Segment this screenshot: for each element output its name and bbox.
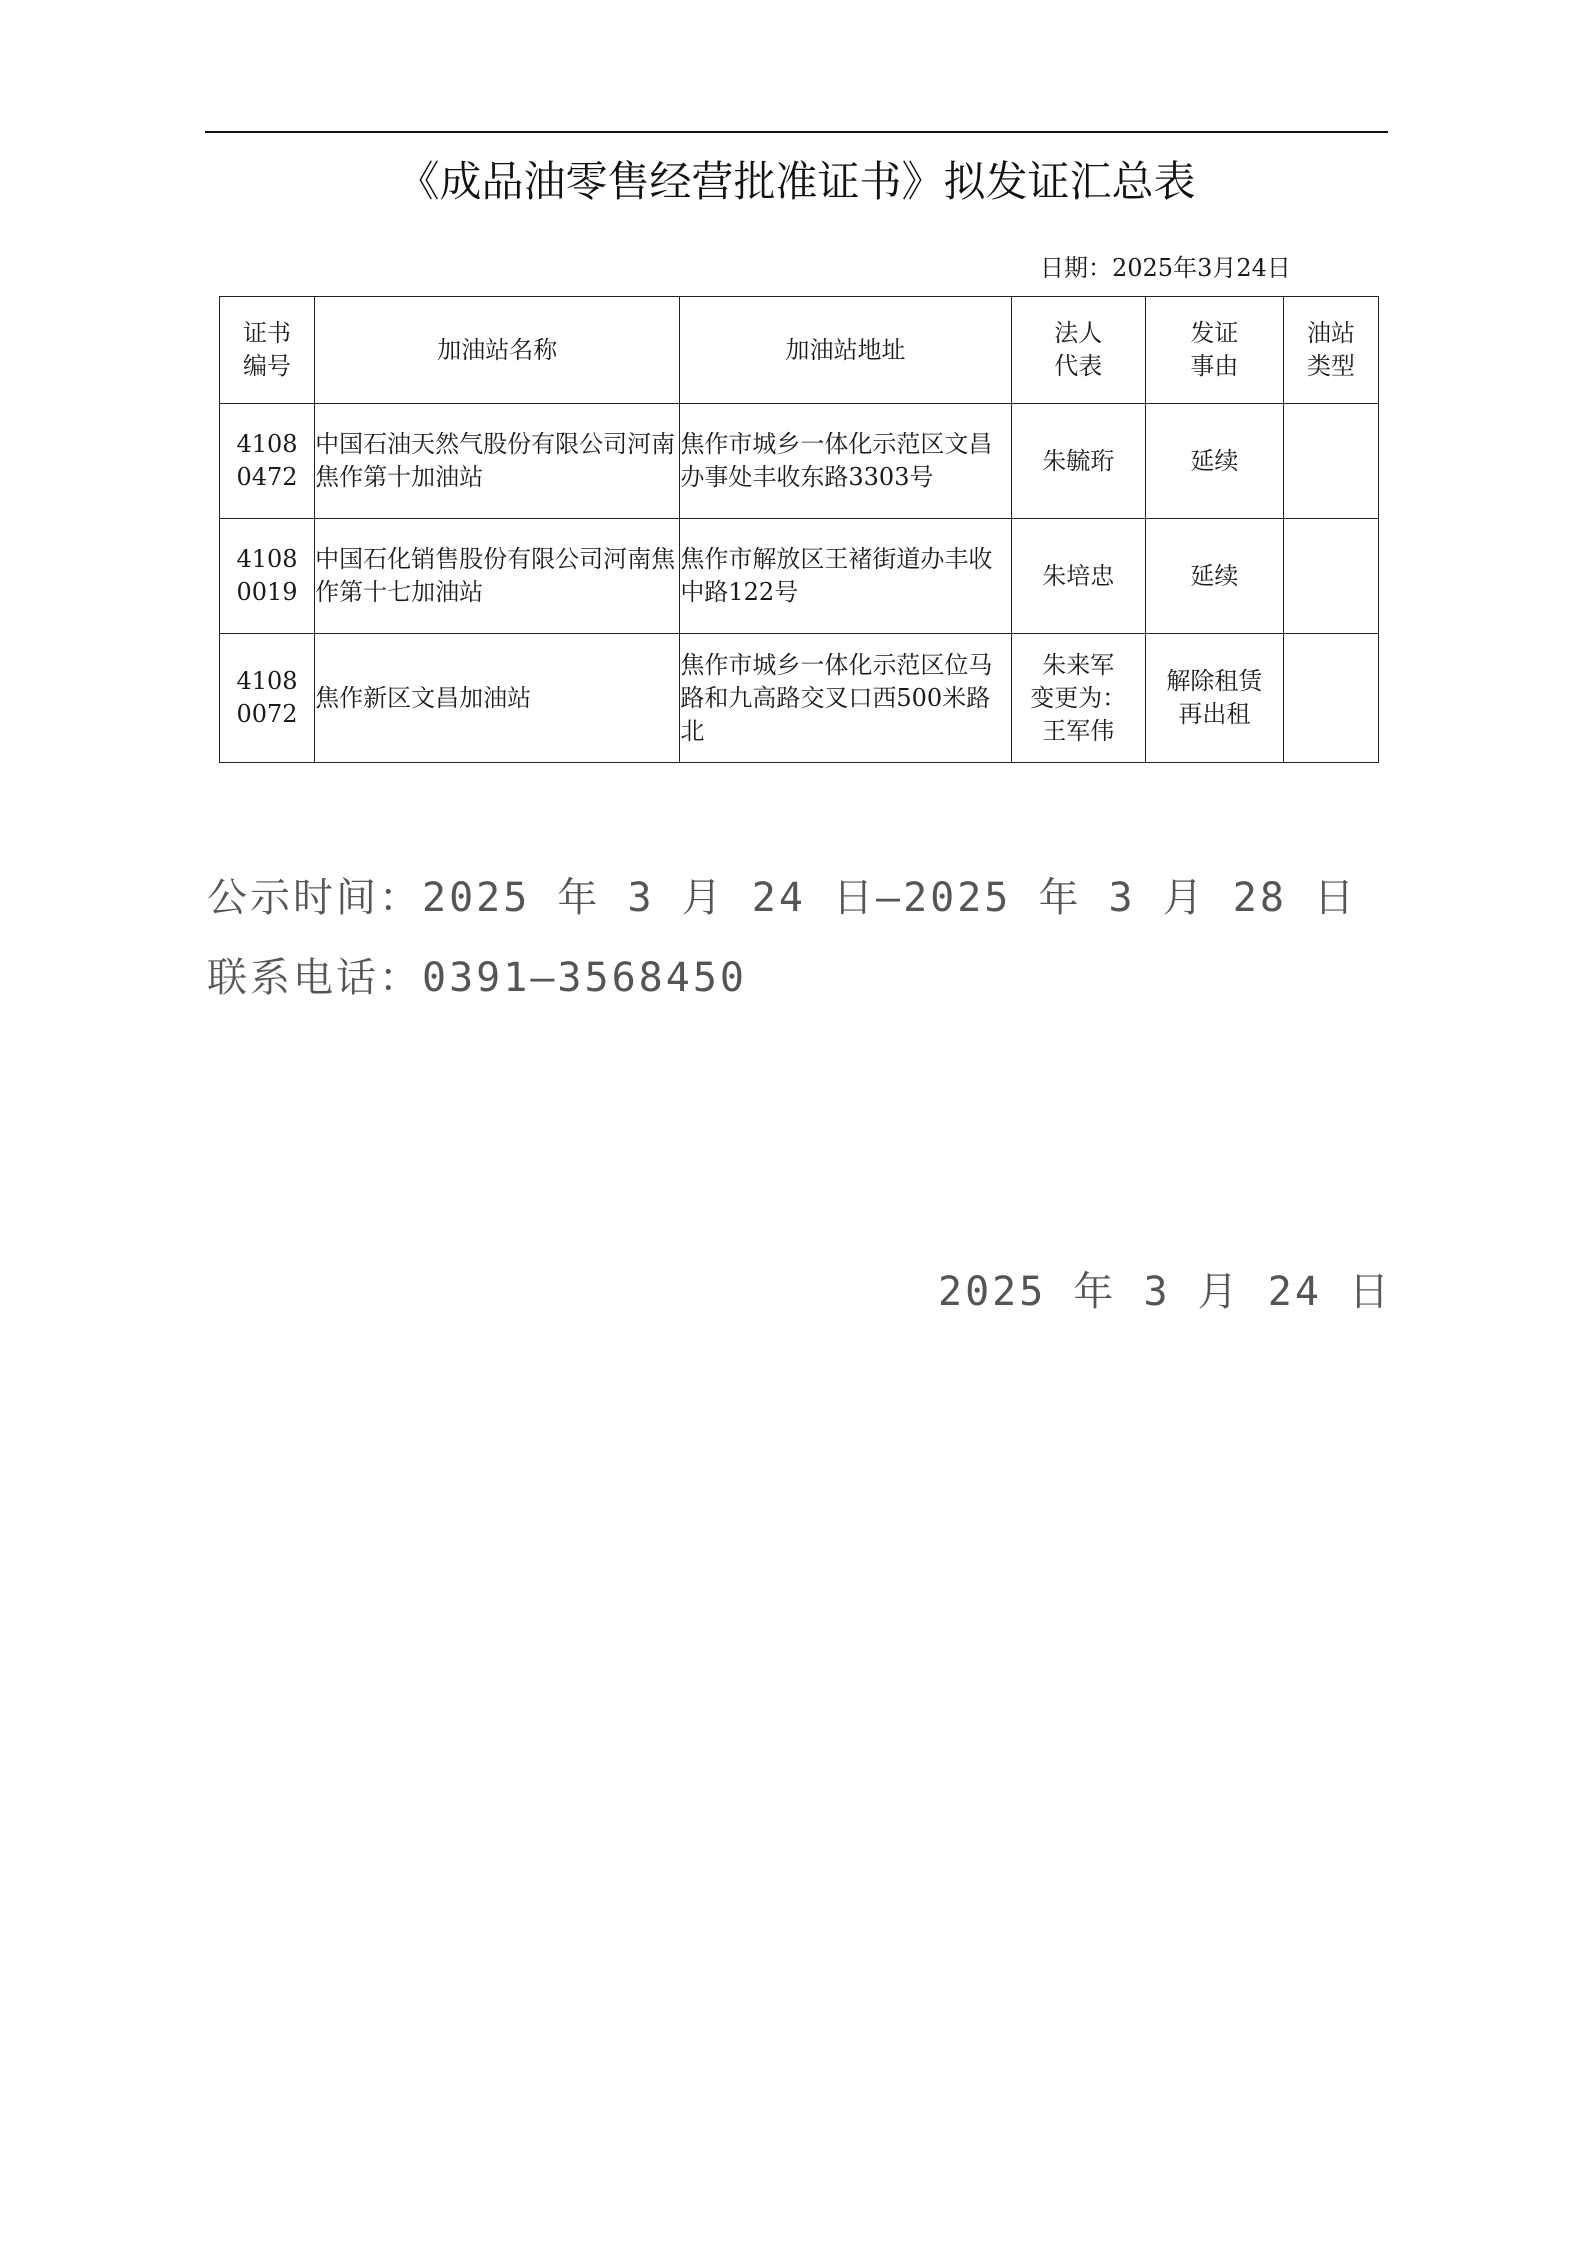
- header-station-address: 加油站地址: [680, 297, 1011, 404]
- header-legal-representative: 法人 代表: [1011, 297, 1145, 404]
- permit-table: [219, 296, 1379, 763]
- document-title: 《成品油零售经营批准证书》拟发证汇总表: [397, 157, 1196, 206]
- legal-representative-cell: 朱培忠: [1011, 519, 1145, 634]
- header-issue-reason: 发证 事由: [1145, 297, 1283, 404]
- header-cert-number: 证书 编号: [220, 297, 315, 404]
- station-name-cell: 中国石化销售股份有限公司河南焦作第十七加油站: [315, 519, 680, 634]
- contact-phone: 联系电话：0391—3568450: [207, 955, 747, 1001]
- station-address-cell: 焦作市城乡一体化示范区位马路和九高路交叉口西500米路北: [680, 634, 1011, 763]
- table-row: [220, 404, 1379, 519]
- cert-number-cell: 4108 0072: [220, 634, 315, 763]
- station-address-cell: 焦作市城乡一体化示范区文昌办事处丰收东路3303号: [680, 404, 1011, 519]
- issue-reason-cell: 解除租赁 再出租: [1145, 634, 1283, 763]
- table-row: [220, 634, 1379, 763]
- station-name-cell: 中国石油天然气股份有限公司河南焦作第十加油站: [315, 404, 680, 519]
- top-rule: [205, 131, 1388, 133]
- table-header-row: [220, 297, 1379, 404]
- station-address-cell: 焦作市解放区王褚街道办丰收中路122号: [680, 519, 1011, 634]
- issue-reason-cell: 延续: [1145, 519, 1283, 634]
- cert-number-cell: 4108 0472: [220, 404, 315, 519]
- cert-number-cell: 4108 0019: [220, 519, 315, 634]
- legal-representative-cell: 朱来军 变更为： 王军伟: [1011, 634, 1145, 763]
- header-station-type: 油站 类型: [1283, 297, 1378, 404]
- issue-reason-cell: 延续: [1145, 404, 1283, 519]
- station-type-cell: [1283, 519, 1378, 634]
- station-type-cell: [1283, 404, 1378, 519]
- publicity-period: 公示时间：2025 年 3 月 24 日—2025 年 3 月 28 日: [207, 875, 1358, 921]
- station-name-cell: 焦作新区文昌加油站: [315, 634, 680, 763]
- table-row: [220, 519, 1379, 634]
- signature-date: 2025 年 3 月 24 日: [938, 1269, 1392, 1315]
- legal-representative-cell: 朱毓珩: [1011, 404, 1145, 519]
- document-date: 日期：2025年3月24日: [1040, 254, 1291, 282]
- station-type-cell: [1283, 634, 1378, 763]
- header-station-name: 加油站名称: [315, 297, 680, 404]
